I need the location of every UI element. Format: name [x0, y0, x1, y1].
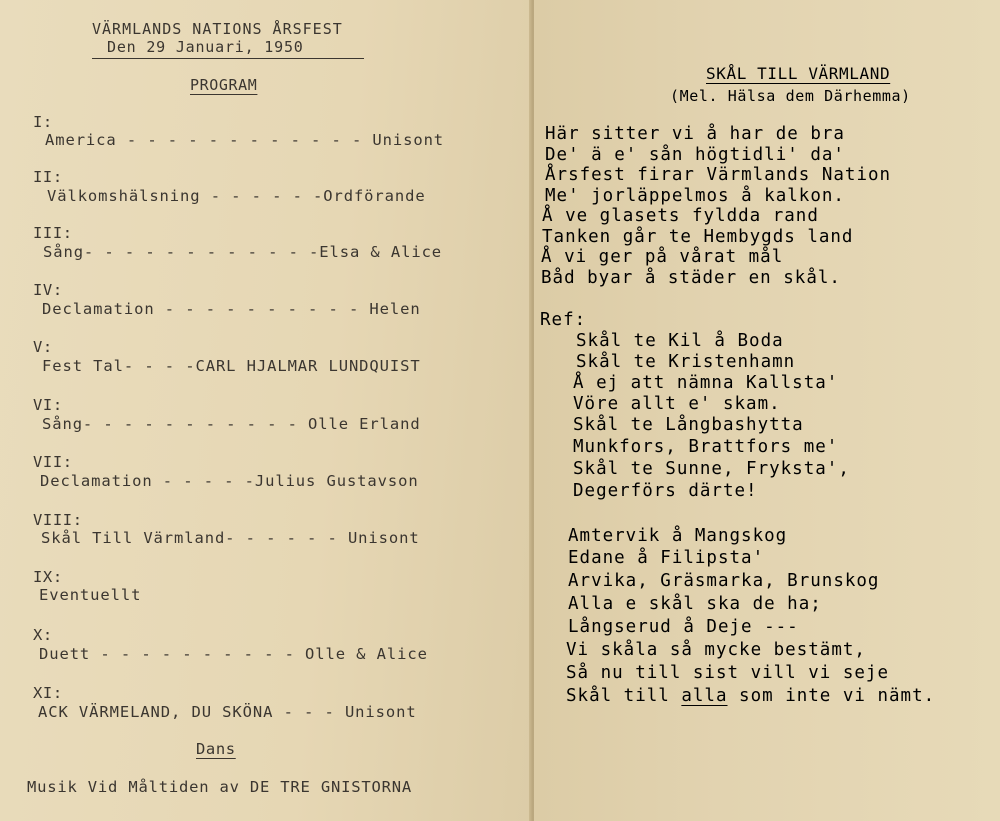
refrain-line: Å ej att nämna Kallsta'	[573, 373, 839, 393]
stanza-line: Amtervik å Mangskog	[568, 526, 788, 546]
program-item-number: XI:	[33, 684, 63, 702]
stanza-line: Edane å Filipsta'	[568, 548, 765, 568]
final-line-underlined-word: alla	[681, 686, 728, 706]
verse-line: De' ä e' sån högtidli' da'	[545, 145, 845, 165]
refrain-line: Munkfors, Brattfors me'	[573, 437, 839, 457]
program-item-text: ACK VÄRMELAND, DU SKÖNA - - - Unisont	[38, 703, 417, 721]
program-item-number: IV:	[33, 281, 63, 299]
refrain-label: Ref:	[540, 310, 587, 330]
verse-line: Å ve glasets fyldda rand	[542, 206, 819, 226]
program-item-number: VII:	[33, 453, 73, 471]
music-credit: Musik Vid Måltiden av DE TRE GNISTORNA	[27, 778, 413, 796]
song-melody-note: (Mel. Hälsa dem Därhemma)	[670, 87, 911, 105]
program-item-number: V:	[33, 338, 53, 356]
program-item-number: I:	[33, 113, 53, 131]
verse-line: Båd byar å städer en skål.	[541, 268, 841, 288]
program-item-number: VIII:	[33, 511, 83, 529]
refrain-line: Skål te Långbashytta	[573, 415, 804, 435]
program-item-number: III:	[33, 224, 73, 242]
program-item-text: Sång- - - - - - - - - - - Olle Erland	[42, 415, 421, 433]
verse-line: Årsfest firar Värmlands Nation	[545, 165, 892, 185]
final-line-end: som inte vi nämt.	[727, 686, 936, 706]
verse-line: Här sitter vi å har de bra	[545, 124, 845, 144]
program-item-number: II:	[33, 168, 63, 186]
event-title: VÄRMLANDS NATIONS ÅRSFEST	[92, 20, 343, 38]
stanza-line: Så nu till sist vill vi seje	[566, 663, 890, 683]
final-line	[566, 686, 935, 706]
program-item-text: Sång- - - - - - - - - - - -Elsa & Alice	[43, 243, 443, 261]
refrain-line: Skål te Kristenhamn	[576, 352, 796, 372]
program-item-number: VI:	[33, 396, 63, 414]
program-item-text: Declamation - - - - - - - - - - Helen	[42, 300, 421, 318]
program-item-text: Skål Till Värmland- - - - - - Unisont	[41, 529, 420, 547]
program-item-text: Eventuellt	[39, 586, 142, 604]
verse-line: Me' jorläppelmos å kalkon.	[545, 186, 845, 206]
dans-heading: Dans	[196, 740, 236, 758]
final-line-start: Skål till	[566, 686, 682, 706]
event-date: Den 29 Januari, 1950	[107, 38, 304, 56]
program-item-number: X:	[33, 626, 53, 644]
stanza-line: Arvika, Gräsmarka, Brunskog	[568, 571, 880, 591]
program-heading: PROGRAM	[190, 76, 258, 94]
program-item-text: Välkomshälsning - - - - - -Ordförande	[47, 187, 426, 205]
refrain-line: Vöre allt e' skam.	[573, 394, 781, 414]
song-title: SKÅL TILL VÄRMLAND	[706, 64, 891, 83]
program-item-text: Declamation - - - - -Julius Gustavson	[40, 472, 419, 490]
verse-line: Å vi ger på vårat mål	[541, 247, 784, 267]
stanza-line: Vi skåla så mycke bestämt,	[566, 640, 866, 660]
header-underline	[92, 58, 364, 59]
refrain-line: Degerförs därte!	[573, 481, 758, 501]
stanza-line: Långserud å Deje ---	[568, 617, 799, 637]
refrain-line: Skål te Sunne, Fryksta',	[573, 459, 850, 479]
program-item-text: Fest Tal- - - -CARL HJALMAR LUNDQUIST	[42, 357, 421, 375]
stanza-line: Alla e skål ska de ha;	[568, 594, 822, 614]
program-item-text: America - - - - - - - - - - - - Unisont	[45, 131, 445, 149]
program-item-number: IX:	[33, 568, 63, 586]
program-item-text: Duett - - - - - - - - - - Olle & Alice	[39, 645, 428, 663]
verse-line: Tanken går te Hembygds land	[542, 227, 854, 247]
refrain-line: Skål te Kil å Boda	[576, 331, 784, 351]
